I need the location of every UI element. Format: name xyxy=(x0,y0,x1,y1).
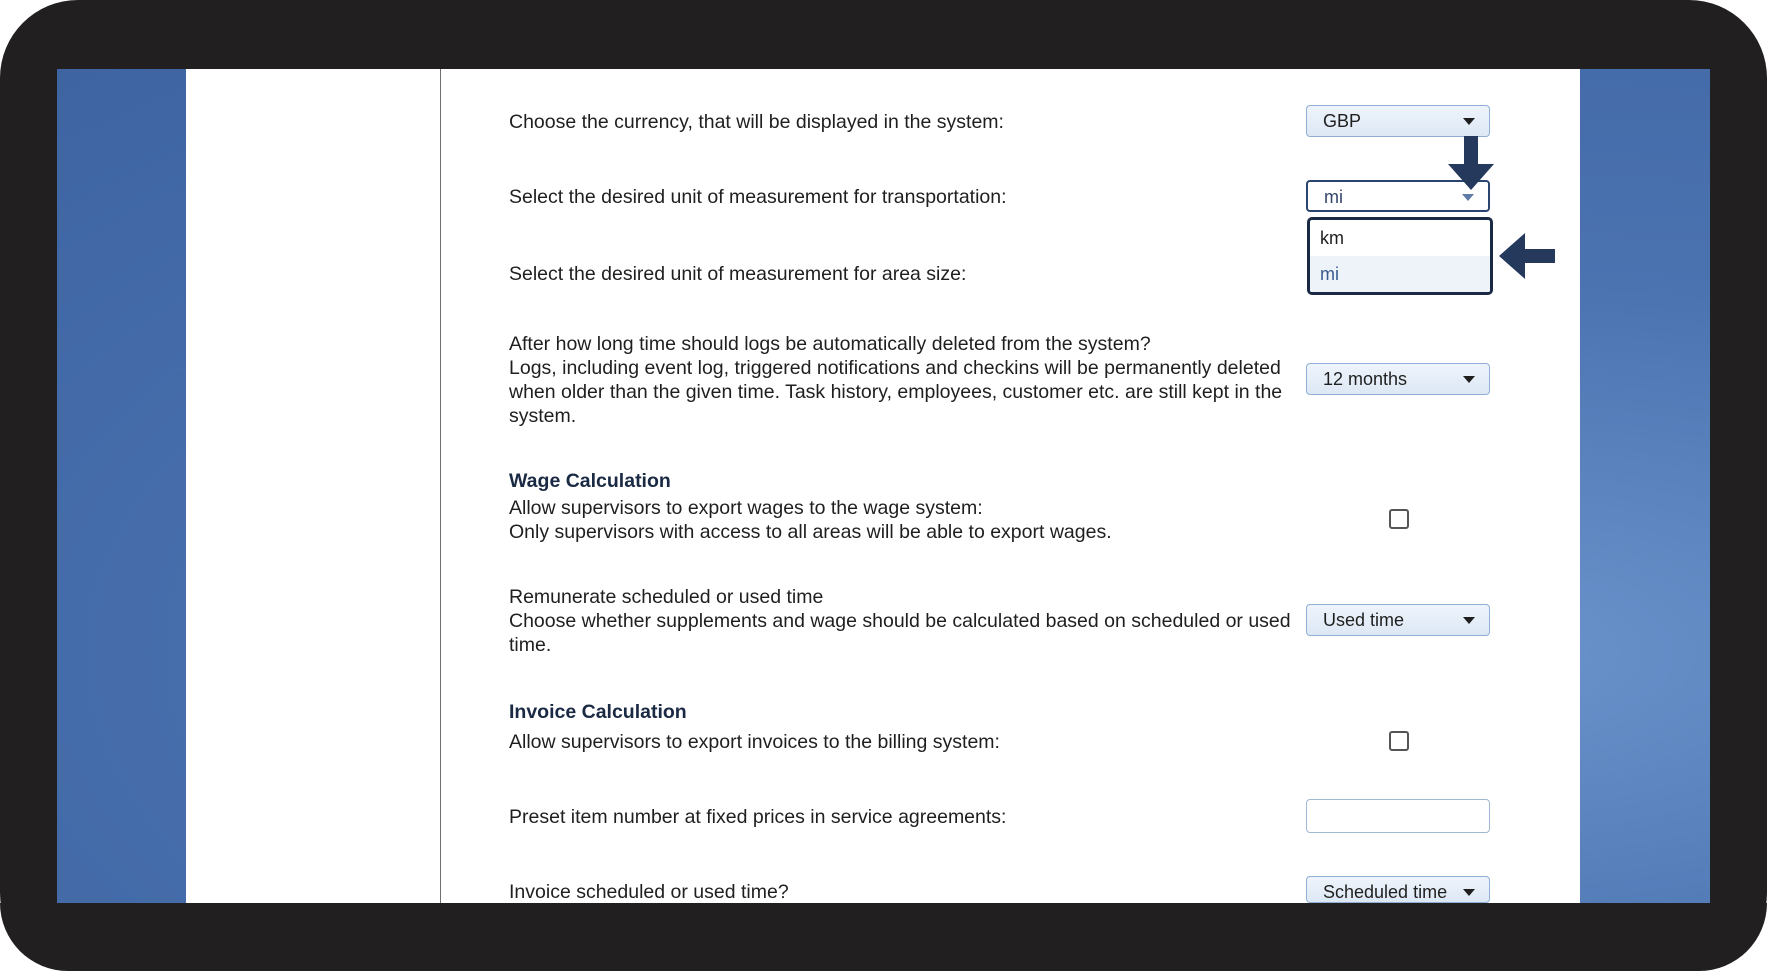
preset-item-input[interactable] xyxy=(1306,799,1490,833)
remunerate-line-3: time. xyxy=(509,634,552,656)
option-mi[interactable]: mi xyxy=(1310,256,1490,292)
logs-line-4: system. xyxy=(509,405,577,427)
chevron-down-icon xyxy=(1463,118,1475,125)
arrow-left-icon xyxy=(1497,232,1557,280)
preset-item-label: Preset item number at fixed prices in service agreements: xyxy=(509,806,1007,828)
chevron-down-icon xyxy=(1462,194,1474,201)
wage-heading: Wage Calculation xyxy=(509,470,671,492)
remunerate-line-2: Choose whether supplements and wage should be calculated based on scheduled or used xyxy=(509,610,1291,632)
remunerate-value: Used time xyxy=(1323,610,1405,630)
logs-retention-select[interactable] xyxy=(1306,363,1490,395)
invoice-time-select[interactable] xyxy=(1306,876,1490,903)
currency-label: Choose the currency, that will be displayed in the system: xyxy=(509,111,1004,133)
device-frame-bottom xyxy=(0,903,1767,971)
invoice-time-label: Invoice scheduled or used time? xyxy=(509,881,789,903)
arrow-down-icon xyxy=(1446,136,1496,192)
remunerate-select[interactable] xyxy=(1306,604,1490,636)
logs-line-2: Logs, including event log, triggered notifications and checkins will be permanently deleted xyxy=(509,357,1281,379)
invoice-time-value: Scheduled time xyxy=(1323,882,1448,902)
currency-value: GBP xyxy=(1323,111,1362,131)
logs-retention-value: 12 months xyxy=(1323,369,1408,389)
transport-unit-label: Select the desired unit of measurement for transportation: xyxy=(509,186,1007,208)
column-divider xyxy=(440,69,441,903)
chevron-down-icon xyxy=(1463,889,1475,896)
invoice-export-checkbox[interactable] xyxy=(1389,731,1409,751)
chevron-down-icon xyxy=(1463,376,1475,383)
currency-select[interactable] xyxy=(1306,105,1490,137)
logs-line-3: when older than the given time. Task history, employees, customer etc. are still kept in the xyxy=(509,381,1283,403)
invoice-heading: Invoice Calculation xyxy=(509,701,687,723)
transport-unit-dropdown xyxy=(1307,217,1493,295)
wage-export-checkbox[interactable] xyxy=(1389,509,1409,529)
wage-line-2: Only supervisors with access to all areas will be able to export wages. xyxy=(509,521,1112,543)
logs-line-1: After how long time should logs be automatically deleted from the system? xyxy=(509,333,1151,355)
wage-line-1: Allow supervisors to export wages to the wage system: xyxy=(509,497,983,519)
area-unit-label: Select the desired unit of measurement for area size: xyxy=(509,263,967,285)
remunerate-line-1: Remunerate scheduled or used time xyxy=(509,586,824,608)
transport-unit-value: mi xyxy=(1324,187,1343,207)
option-km[interactable]: km xyxy=(1320,228,1344,248)
invoice-line-1: Allow supervisors to export invoices to the billing system: xyxy=(509,731,1000,753)
chevron-down-icon xyxy=(1463,617,1475,624)
